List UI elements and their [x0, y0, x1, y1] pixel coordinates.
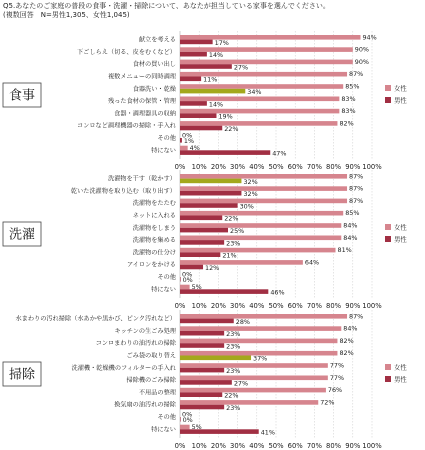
value-label-male: 17% [214, 38, 229, 47]
value-label-male: 28% [235, 317, 250, 326]
category-label: 不用品の整理 [138, 389, 176, 397]
x-tick-label: 100% [362, 302, 382, 310]
x-tick-label: 70% [306, 442, 322, 450]
x-tick-label: 70% [306, 163, 322, 171]
legend-swatch-male [385, 376, 391, 382]
legend-swatch-female [385, 224, 391, 230]
x-tick-label: 10% [191, 442, 207, 450]
bar-female [180, 211, 343, 216]
value-label-male: 1% [183, 137, 195, 146]
value-label-male: 32% [243, 177, 258, 186]
value-label-male: 12% [205, 263, 220, 272]
bar-female [180, 314, 347, 319]
bar-female [180, 425, 190, 430]
bar-female [180, 376, 328, 381]
bar-male [180, 64, 232, 69]
value-label-female: 0% [182, 131, 193, 140]
bar-female [180, 400, 318, 405]
bar-male [180, 319, 234, 324]
bar-female [180, 326, 341, 331]
bar-male [180, 277, 181, 282]
bar-male [180, 203, 238, 208]
bar-male [180, 392, 222, 397]
x-tick-label: 60% [287, 442, 303, 450]
bar-male [180, 126, 222, 131]
value-label-female: 90% [354, 45, 370, 54]
bar-male [180, 113, 216, 118]
legend-label-male: 男性 [394, 96, 407, 105]
value-label-female: 5% [191, 423, 202, 431]
bar-male [180, 228, 228, 233]
category-label: 掃除機のごみ掃除 [126, 377, 176, 385]
value-label-female: 83% [341, 94, 356, 103]
bar-female [180, 109, 339, 114]
chart-panel-2 [3, 170, 407, 310]
bar-female [180, 121, 337, 126]
legend [385, 223, 407, 244]
category-label: 食材の買い出し [132, 61, 176, 69]
x-tick-label: 40% [249, 442, 265, 450]
value-label-male: 27% [233, 63, 249, 72]
bar-male [180, 405, 224, 410]
value-label-female: 84% [343, 324, 358, 333]
value-label-female: 87% [349, 70, 364, 79]
chart-panel-1 [3, 31, 407, 171]
bar-male-highlight [180, 356, 251, 361]
x-tick-label: 50% [268, 442, 284, 450]
value-label-male: 27% [233, 379, 249, 388]
x-tick-label: 0% [174, 302, 186, 310]
bar-male [180, 216, 222, 221]
legend-swatch-female [385, 85, 391, 91]
bar-female [180, 186, 347, 191]
bar-male [180, 252, 220, 257]
category-label: 複数メニューの同時調理 [107, 73, 176, 81]
value-label-female: 0% [182, 410, 193, 419]
value-label-female: 85% [345, 82, 360, 91]
x-tick-label: 20% [210, 302, 226, 310]
value-label-female: 87% [349, 184, 364, 193]
category-label: コンロなど調理機器の掃除・手入れ [77, 122, 176, 130]
value-label-male: 11% [203, 75, 218, 84]
section-title: 洗濯 [8, 227, 36, 243]
category-label: 特にない [151, 426, 176, 434]
value-label-female: 76% [327, 386, 343, 395]
sample-note: (複数回答 N=男性1,305、女性1,045) [3, 11, 130, 19]
legend-swatch-male [385, 236, 391, 242]
x-tick-label: 30% [230, 442, 246, 450]
value-label-male: 34% [247, 88, 262, 96]
x-tick-label: 80% [326, 302, 342, 310]
bar-male [180, 191, 241, 196]
category-label: 残った食材の保管・管理 [107, 98, 176, 106]
value-label-male: 32% [243, 190, 258, 199]
legend [385, 84, 407, 105]
category-label: 乾いた洗濯物を取り込む（取り出す） [70, 187, 176, 195]
value-label-male: 14% [208, 100, 224, 109]
chart-panel-3 [3, 310, 407, 450]
bar-female [180, 363, 328, 368]
x-tick-label: 0% [174, 442, 186, 450]
bar-male [180, 331, 224, 336]
bar-female [180, 236, 341, 241]
category-label: キッチンの生ごみ処理 [114, 327, 176, 335]
value-label-female: 82% [339, 349, 354, 358]
value-label-female: 90% [354, 57, 370, 66]
x-tick-label: 20% [210, 442, 226, 450]
value-label-female: 84% [343, 221, 358, 230]
value-label-male: 23% [226, 239, 241, 248]
value-label-female: 84% [343, 233, 358, 242]
value-label-male: 0% [182, 276, 193, 285]
value-label-male: 0% [182, 416, 193, 425]
value-label-male: 23% [226, 330, 241, 339]
value-label-male: 23% [226, 367, 241, 375]
bar-male [180, 101, 207, 106]
value-label-female: 83% [341, 107, 356, 116]
value-label-male: 22% [224, 391, 239, 400]
value-label-female: 85% [345, 209, 360, 218]
bar-female [180, 248, 336, 253]
value-label-male: 22% [224, 214, 239, 223]
value-label-male: 21% [222, 251, 237, 260]
x-tick-label: 20% [210, 163, 226, 171]
bar-male [180, 77, 201, 82]
bar-female [180, 174, 347, 179]
value-label-female: 87% [349, 196, 364, 205]
value-label-male: 23% [226, 403, 241, 412]
category-label: 洗濯物の仕分け [132, 249, 176, 257]
category-label: 特にない [151, 147, 176, 155]
value-label-male: 14% [208, 51, 224, 60]
x-tick-label: 30% [230, 302, 246, 310]
bar-male-highlight [180, 179, 241, 184]
x-tick-label: 70% [306, 302, 322, 310]
x-tick-label: 80% [326, 442, 342, 450]
category-label: 換気扇の油汚れの掃除 [114, 401, 176, 409]
legend-label-female: 女性 [394, 223, 407, 232]
category-label: その他 [157, 135, 176, 142]
category-label: 洗濯物をしまう [132, 224, 176, 232]
bar-female [180, 339, 337, 344]
x-tick-label: 90% [345, 163, 361, 171]
value-label-female: 4% [189, 144, 200, 152]
bar-female [180, 146, 188, 151]
legend-swatch-male [385, 97, 391, 103]
x-tick-label: 100% [362, 442, 382, 450]
bar-female [180, 47, 353, 52]
x-tick-label: 50% [268, 163, 284, 171]
value-label-female: 5% [191, 283, 202, 291]
category-label: 洗濯機・乾燥機のフィルターの手入れ [71, 364, 176, 372]
legend-label-female: 女性 [394, 363, 407, 372]
value-label-female: 94% [362, 33, 377, 42]
value-label-male: 23% [226, 342, 241, 351]
value-label-male: 46% [270, 288, 285, 297]
category-label: 洗濯物をたたむ [132, 200, 176, 208]
bar-male [180, 417, 181, 422]
x-tick-label: 60% [287, 302, 303, 310]
value-label-female: 72% [320, 398, 335, 407]
x-tick-label: 80% [326, 163, 342, 171]
bar-male [180, 368, 224, 373]
value-label-female: 77% [329, 361, 345, 370]
x-tick-label: 30% [230, 163, 246, 171]
x-tick-label: 100% [362, 163, 382, 171]
category-label: 食器洗い・乾燥 [132, 85, 176, 93]
bar-male [180, 52, 207, 57]
bar-female [180, 35, 360, 40]
bar-female [180, 84, 343, 89]
x-tick-label: 90% [345, 442, 361, 450]
bar-female [180, 223, 341, 228]
section-title: 食事 [8, 88, 36, 104]
section-title: 掃除 [8, 367, 36, 383]
bar-female [180, 199, 347, 204]
bar-female [180, 260, 303, 265]
x-tick-label: 0% [174, 163, 186, 171]
x-tick-label: 10% [191, 302, 207, 310]
bar-male [180, 343, 224, 348]
value-label-male: 30% [239, 202, 254, 211]
legend [385, 363, 407, 384]
category-label: コンロまわりの油汚れの掃除 [95, 340, 176, 348]
value-label-male: 47% [272, 149, 287, 158]
x-tick-label: 10% [191, 163, 207, 171]
x-tick-label: 40% [249, 302, 265, 310]
category-label: 水まわりの汚れ掃除（水あかや黒かび、ピンク汚れなど） [15, 315, 176, 323]
category-label: ごみ袋の取り替え [126, 352, 176, 360]
value-label-female: 82% [339, 336, 354, 345]
value-label-male: 19% [218, 112, 233, 121]
bar-male [180, 265, 203, 270]
value-label-female: 64% [304, 258, 320, 267]
bar-male [180, 40, 213, 45]
value-label-female: 82% [339, 119, 354, 128]
x-tick-label: 90% [345, 302, 361, 310]
legend-label-male: 男性 [394, 235, 407, 244]
value-label-male: 25% [230, 227, 245, 235]
value-label-female: 0% [182, 270, 193, 279]
bar-female [180, 97, 339, 102]
category-label: ネットに入れる [132, 212, 176, 220]
value-label-female: 81% [337, 246, 352, 255]
category-label: 食器・調理器具の収納 [114, 110, 176, 118]
value-label-male: 41% [260, 428, 275, 437]
value-label-female: 87% [349, 312, 364, 321]
value-label-male: 37% [253, 354, 268, 363]
bar-female [180, 60, 353, 65]
value-label-female: 87% [349, 172, 364, 181]
x-tick-label: 50% [268, 302, 284, 310]
bar-female [180, 388, 326, 393]
question-text: Q5.あなたのご家庭の普段の食事・洗濯・掃除について、あなたが担当している家事を選んでください。 [3, 2, 330, 10]
bar-male [180, 240, 224, 245]
bar-female [180, 285, 190, 290]
x-tick-label: 60% [287, 163, 303, 171]
legend-label-female: 女性 [394, 84, 407, 93]
category-label: 献立を考える [138, 36, 176, 44]
category-label: その他 [157, 414, 176, 421]
category-label: その他 [157, 274, 176, 281]
category-label: アイロンをかける [127, 261, 176, 269]
category-label: 特にない [151, 286, 176, 294]
value-label-male: 22% [224, 124, 239, 133]
category-label: 洗濯物を干す（乾かす） [107, 175, 176, 183]
legend-swatch-female [385, 364, 391, 370]
legend-label-male: 男性 [394, 375, 407, 384]
category-label: 洗濯物を集める [132, 237, 176, 245]
value-label-female: 77% [329, 373, 345, 382]
bar-male-highlight [180, 89, 245, 94]
bar-male [180, 380, 232, 385]
category-label: 下ごしらえ（切る、皮をむくなど） [77, 48, 176, 56]
x-tick-label: 40% [249, 163, 265, 171]
